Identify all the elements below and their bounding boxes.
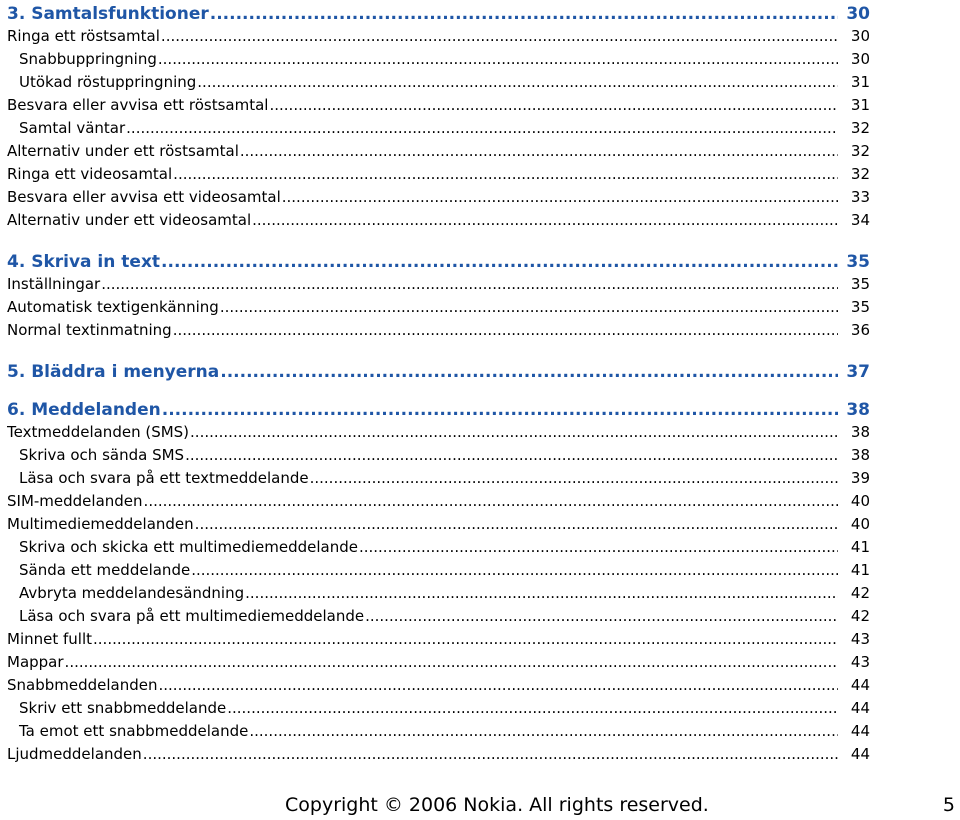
toc-dot-leader <box>93 628 838 650</box>
toc-entry-row[interactable] <box>7 209 870 231</box>
toc-page-number: 40 <box>850 492 870 510</box>
toc-dot-leader <box>173 163 838 185</box>
toc-entry-row[interactable] <box>7 48 870 70</box>
toc-entry-title: Minnet fullt <box>7 630 93 648</box>
toc-page-number: 34 <box>850 211 870 229</box>
toc-page-number: 30 <box>850 50 870 68</box>
toc-dot-leader <box>191 559 838 581</box>
toc-entry-title: Ljudmeddelanden <box>7 745 142 763</box>
toc-entry-row[interactable] <box>7 421 870 443</box>
toc-entry-title: Ringa ett videosamtal <box>7 165 173 183</box>
toc-entry-title: Läsa och svara på ett multimediemeddelande <box>7 605 364 627</box>
toc-page-number: 37 <box>846 362 870 382</box>
toc-entry-title: Alternativ under ett röstsamtal <box>7 142 239 160</box>
toc-entry-row[interactable] <box>7 25 870 47</box>
toc-entry-row[interactable] <box>7 319 870 341</box>
toc-page-number: 38 <box>846 400 870 420</box>
toc-dot-leader <box>310 467 838 489</box>
toc-page-number: 38 <box>850 423 870 441</box>
toc-entry-row[interactable] <box>7 444 870 466</box>
toc-dot-leader <box>220 296 838 318</box>
page-number: 5 <box>942 794 955 816</box>
toc-dot-leader <box>245 582 838 604</box>
toc-entry-row[interactable] <box>7 467 870 489</box>
toc-entry-title: Snabbuppringning <box>7 48 157 70</box>
toc-page-number: 43 <box>850 653 870 671</box>
toc-page-number: 32 <box>850 165 870 183</box>
toc-entry-row[interactable] <box>7 582 870 604</box>
toc-dot-leader <box>185 444 838 466</box>
toc-page-number: 42 <box>850 584 870 602</box>
toc-entry-title: Skriva och skicka ett multimediemeddelande <box>7 536 358 558</box>
toc-dot-leader <box>143 743 838 765</box>
toc-page-number: 42 <box>850 607 870 625</box>
toc-entry-row[interactable] <box>7 117 870 139</box>
toc-dot-leader <box>65 651 838 673</box>
toc-page-number: 44 <box>850 722 870 740</box>
toc-entry-title: Normal textinmatning <box>7 321 172 339</box>
toc-dot-leader <box>197 71 838 93</box>
toc-chapter-title: 6. Meddelanden <box>7 400 161 420</box>
toc-entry-title: Läsa och svara på ett textmeddelande <box>7 467 309 489</box>
toc-chapter-row[interactable] <box>7 2 870 26</box>
toc-entry-row[interactable] <box>7 720 870 742</box>
toc-page-number: 41 <box>850 561 870 579</box>
toc-dot-leader <box>144 490 838 512</box>
toc-entry-row[interactable] <box>7 94 870 116</box>
toc-dot-leader <box>195 513 838 535</box>
toc-entry-row[interactable] <box>7 697 870 719</box>
toc-entry-title: Avbryta meddelandesändning <box>7 582 244 604</box>
toc-dot-leader <box>227 697 838 719</box>
toc-page-number: 30 <box>850 27 870 45</box>
toc-dot-leader <box>101 273 838 295</box>
toc-dot-leader <box>161 25 838 47</box>
toc-page-number: 44 <box>850 676 870 694</box>
toc-dot-leader <box>190 421 838 443</box>
toc-entry-title: Besvara eller avvisa ett videosamtal <box>7 188 281 206</box>
toc-entry-title: Ringa ett röstsamtal <box>7 27 160 45</box>
toc-dot-leader <box>162 398 838 422</box>
toc-dot-leader <box>365 605 838 627</box>
toc-entry-title: SIM-meddelanden <box>7 492 143 510</box>
toc-page-number: 41 <box>850 538 870 556</box>
toc-chapter-title: 3. Samtalsfunktioner <box>7 4 209 24</box>
page-footer <box>0 792 960 818</box>
toc-page-number: 33 <box>850 188 870 206</box>
toc-page-number: 30 <box>846 4 870 24</box>
toc-entry-row[interactable] <box>7 536 870 558</box>
toc-entry-row[interactable] <box>7 71 870 93</box>
toc-entry-title: Alternativ under ett videosamtal <box>7 211 252 229</box>
toc-entry-row[interactable] <box>7 140 870 162</box>
toc-chapter-row[interactable] <box>7 398 870 422</box>
toc-entry-title: Ta emot ett snabbmeddelande <box>7 720 248 742</box>
toc-entry-title: Skriva och sända SMS <box>7 444 184 466</box>
toc-dot-leader <box>269 94 838 116</box>
toc-entry-row[interactable] <box>7 559 870 581</box>
toc-entry-row[interactable] <box>7 674 870 696</box>
toc-chapter-title: 5. Bläddra i menyerna <box>7 362 220 382</box>
toc-dot-leader <box>161 250 838 274</box>
toc-entry-title: Utökad röstuppringning <box>7 71 196 93</box>
toc-chapter-row[interactable] <box>7 250 870 274</box>
toc-page-number: 36 <box>850 321 870 339</box>
toc-dot-leader <box>126 117 838 139</box>
toc-dot-leader <box>159 674 839 696</box>
toc-dot-leader <box>282 186 838 208</box>
toc-dot-leader <box>249 720 838 742</box>
toc-page-number: 35 <box>850 298 870 316</box>
toc-dot-leader <box>158 48 838 70</box>
toc-entry-title: Besvara eller avvisa ett röstsamtal <box>7 96 269 114</box>
toc-page-number: 44 <box>850 745 870 763</box>
toc-entry-title: Automatisk textigenkänning <box>7 298 219 316</box>
toc-page-number: 43 <box>850 630 870 648</box>
toc-entry-row[interactable] <box>7 628 870 650</box>
toc-page-number: 44 <box>850 699 870 717</box>
toc-entry-title: Textmeddelanden (SMS) <box>7 423 190 441</box>
toc-chapter-title: 4. Skriva in text <box>7 252 161 272</box>
toc-entry-row[interactable] <box>7 163 870 185</box>
toc-dot-leader <box>210 2 838 26</box>
toc-page-number: 38 <box>850 446 870 464</box>
toc-entry-row[interactable] <box>7 743 870 765</box>
toc-dot-leader <box>252 209 838 231</box>
toc-entry-title: Samtal väntar <box>7 117 125 139</box>
toc-page-number: 35 <box>846 252 870 272</box>
toc-entry-title: Inställningar <box>7 275 101 293</box>
toc-entry-row[interactable] <box>7 296 870 318</box>
toc-page-number: 39 <box>850 469 870 487</box>
toc-dot-leader <box>220 360 838 384</box>
toc-page-number: 40 <box>850 515 870 533</box>
toc-page-number: 31 <box>850 96 870 114</box>
toc-entry-row[interactable] <box>7 513 870 535</box>
copyright-notice: Copyright © 2006 Nokia. All rights reserved. <box>285 794 709 816</box>
toc-page-number: 31 <box>850 73 870 91</box>
toc-entry-title: Snabbmeddelanden <box>7 676 158 694</box>
toc-entry-title: Multimediemeddelanden <box>7 515 194 533</box>
toc-page-number: 35 <box>850 275 870 293</box>
toc-dot-leader <box>173 319 838 341</box>
toc-entry-row[interactable] <box>7 273 870 295</box>
toc-entry-row[interactable] <box>7 186 870 208</box>
toc-entry-row[interactable] <box>7 651 870 673</box>
toc-entry-title: Mappar <box>7 653 64 671</box>
toc-page-number: 32 <box>850 142 870 160</box>
toc-entry-row[interactable] <box>7 490 870 512</box>
toc-entry-title: Skriv ett snabbmeddelande <box>7 697 226 719</box>
toc-dot-leader <box>240 140 838 162</box>
toc-chapter-row[interactable] <box>7 360 870 384</box>
toc-dot-leader <box>359 536 838 558</box>
toc-page-number: 32 <box>850 119 870 137</box>
toc-entry-row[interactable] <box>7 605 870 627</box>
toc-entry-title: Sända ett meddelande <box>7 559 190 581</box>
